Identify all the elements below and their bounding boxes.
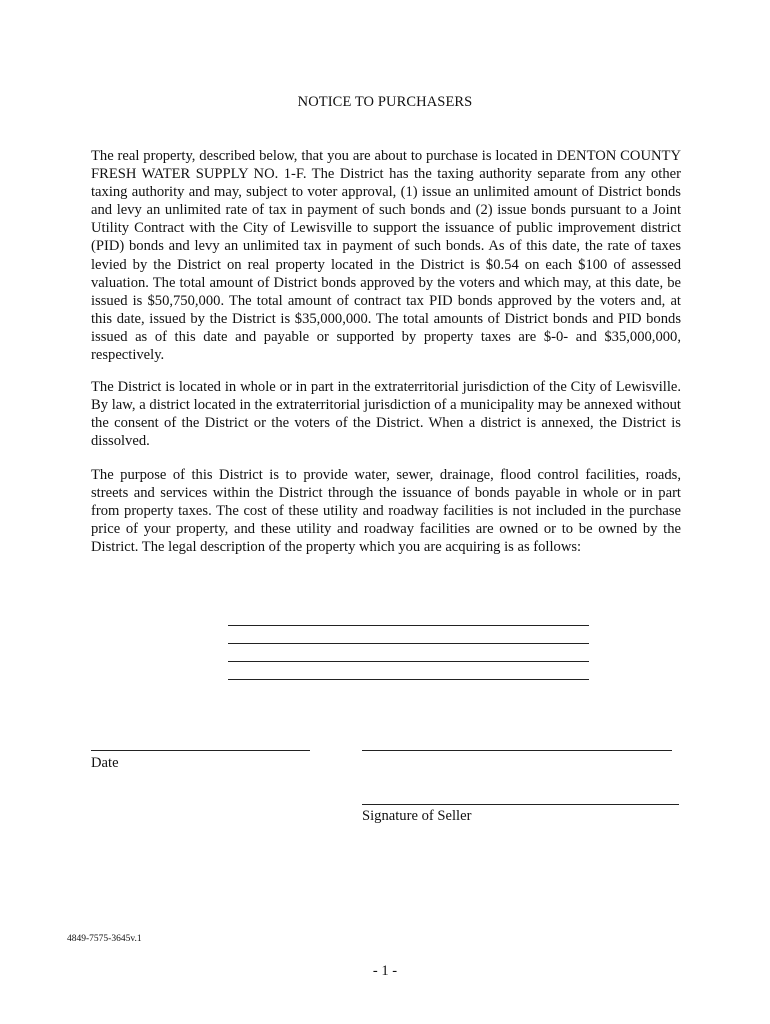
signature-line-upper[interactable] <box>362 750 672 751</box>
legal-description-line-4[interactable] <box>228 679 589 680</box>
document-title: NOTICE TO PURCHASERS <box>297 94 473 110</box>
legal-description-line-3[interactable] <box>228 661 589 662</box>
document-id: 4849-7575-3645v.1 <box>67 934 142 944</box>
date-line[interactable] <box>91 750 310 751</box>
legal-description-line-2[interactable] <box>228 643 589 644</box>
signature-of-seller-label: Signature of Seller <box>362 808 472 824</box>
paragraph-purpose: The purpose of this District is to provide water, sewer, drainage, flood control facilities, roads, streets and services within the District through the issuance of bonds payable in whole or in part from property taxes. The cost of these utility and roadway facilities is not included in the purchase price of your property, and these utility and roadway facilities are owned or to be owned by the District. The legal description of the property which you are acquiring is as follows: <box>91 467 681 556</box>
seller-signature-line[interactable] <box>362 804 679 805</box>
legal-description-line-1[interactable] <box>228 625 589 626</box>
paragraph-district-notice: The real property, described below, that you are about to purchase is located in DENTON COUNTY FRESH WATER SUPPLY NO. 1-F. The District has the taxing authority separate from any other taxing authority and may, subject to voter approval, (1) issue an unlimited amount of District bonds and levy an unlimited rate of tax in payment of such bonds and (2) issue bonds pursuant to a Joint Utility Contract with the City of Lewisville to support the issuance of public improvement district (PID) bonds and levy an unlimited tax in payment of such bonds. As of this date, the rate of taxes levied by the District on real property located in the District is $0.54 on each $100 of assessed valuation. The total amount of District bonds approved by the voters and which may, at this date, be issued is $50,750,000. The total amount of contract tax PID bonds approved by the voters and, at this date, issued by the District is $35,000,000. The total amounts of District bonds and PID bonds issued as of this date and payable or supported by property taxes are $-0- and $35,000,000, respectively. <box>91 148 681 364</box>
paragraph-annexation: The District is located in whole or in part in the extraterritorial jurisdiction of the City of Lewisville. By law, a district located in the extraterritorial jurisdiction of a municipality may be annexed without the consent of the District or the voters of the District. When a district is annexed, the District is dissolved. <box>91 379 681 450</box>
page-number: - 1 - <box>372 963 398 979</box>
date-label: Date <box>91 755 119 771</box>
